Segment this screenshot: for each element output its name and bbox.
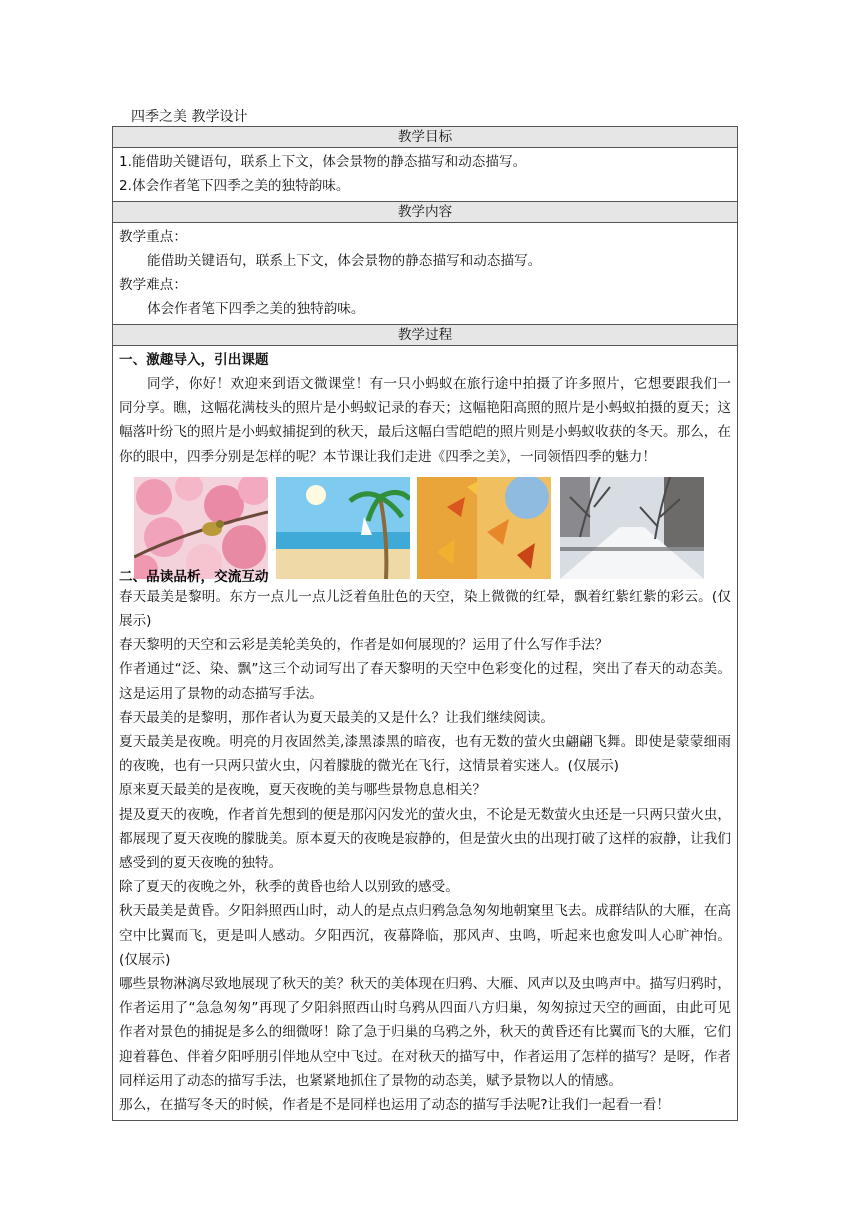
document-title: 四季之美 教学设计	[131, 109, 248, 125]
paragraph: 夏天最美是夜晚。明亮的月夜固然美,漆黑漆黑的暗夜，也有无数的萤火虫翩翩飞舞。即使是蒙蒙细雨的夜晚，也有一只两只萤火虫，闪着朦胧的微光在飞行，这情景着实迷人。(仅展示)	[119, 734, 731, 775]
goals-cell	[113, 148, 738, 202]
spring-blossom-photo	[134, 477, 268, 579]
goals-header: 教学目标	[113, 127, 738, 148]
difficulty-text: 体会作者笔下四季之美的独特韵味。	[147, 301, 365, 317]
content-header: 教学内容	[113, 202, 738, 223]
paragraph: 春天最美的是黎明，那作者认为夏天最美的又是什么？让我们继续阅读。	[119, 709, 554, 726]
paragraph: 原来夏天最美的是夜晚，夏天夜晚的美与哪些景物息息相关？	[119, 782, 487, 799]
content-cell	[113, 223, 738, 325]
paragraph: 除了夏天的夜晚之外，秋季的黄昏也给人以别致的感受。	[119, 879, 459, 896]
difficulty-label: 教学难点：	[119, 277, 187, 293]
season-photos	[119, 471, 731, 579]
section-2-title: 二、品读品析，交流互动	[119, 568, 269, 585]
paragraph: 春天黎明的天空和云彩是美轮美奂的，作者是如何展现的？运用了什么写作手法？	[119, 637, 609, 654]
paragraph: 作者通过“泛、染、飘”这三个动词写出了春天黎明的天空中色彩变化的过程，突出了春天的动态美。这是运用了景物的动态描写手法。	[119, 661, 731, 702]
lesson-plan-table	[112, 126, 738, 1121]
paragraph: 那么，在描写冬天的时候，作者是不是同样也运用了动态的描写手法呢?让我们一起看一看！	[119, 1097, 670, 1114]
paragraph: 提及夏天的夜晚，作者首先想到的便是那闪闪发光的萤火虫，不论是无数萤火虫还是一只两只萤火虫，都展现了夏天夜晚的朦胧美。原本夏天的夜晚是寂静的，但是萤火虫的出现打破了这样的寂静，让我们感受到的夏天夜晚的独特。	[119, 806, 731, 872]
goal-item: 1.能借助关键语句，联系上下文，体会景物的静态描写和动态描写。	[119, 154, 527, 170]
process-header: 教学过程	[113, 325, 738, 346]
process-cell	[113, 346, 738, 1121]
key-point-label: 教学重点：	[119, 229, 187, 245]
section-1-title: 一、激趣导入，引出课题	[119, 352, 269, 368]
paragraph: 春天最美是黎明。东方一点儿一点儿泛着鱼肚色的天空，染上微微的红晕，飘着红紫红紫的彩云。(仅展示)	[119, 588, 731, 630]
goal-item: 2.体会作者笔下四季之美的独特韵味。	[119, 178, 350, 194]
paragraph: 哪些景物淋漓尽致地展现了秋天的美？秋天的美体现在归鸦、大雁、风声以及虫鸣声中。描写归鸦时，作者运用了“急急匆匆”再现了夕阳斜照西山时乌鸦从四面八方归巢，匆匆掠过天空的画面，由此可见作者对景色的捕捉是多么的细微呀！除了急于归巢的乌鸦之外，秋天的黄昏还有比翼而飞的大雁，它们迎着暮色、伴着夕阳呼朋引伴地从空中飞过。在对秋天的描写中，作者运用了怎样的描写？是呀，作者同样运用了动态的描写手法，也紧紧地抓住了景物的动态美，赋予景物以人的情感。	[119, 976, 731, 1089]
paragraph: 秋天最美是黄昏。夕阳斜照西山时，动人的是点点归鸦急急匆匆地朝窠里飞去。成群结队的大雁，在高空中比翼而飞，更是叫人感动。夕阳西沉，夜幕降临，那风声、虫鸣，听起来也愈发叫人心旷神怡。(仅展示)	[119, 903, 731, 968]
summer-beach-photo	[276, 477, 410, 579]
intro-paragraph: 同学，你好！欢迎来到语文微课堂！有一只小蚂蚁在旅行途中拍摄了许多照片，它想要跟我们一同分享。瞧，这幅花满枝头的照片是小蚂蚁记录的春天；这幅艳阳高照的照片是小蚂蚁拍摄的夏天；这幅落叶纷飞的照片是小蚂蚁捕捉到的秋天，最后这幅白雪皑皑的照片则是小蚂蚁收获的冬天。那么，在你的眼中，四季分别是怎样的呢？本节课让我们走进《四季之美》，一同领悟四季的魅力！	[119, 376, 731, 465]
key-point-text: 能借助关键语句，联系上下文，体会景物的静态描写和动态描写。	[147, 253, 542, 269]
winter-snow-photo	[560, 477, 704, 579]
autumn-leaves-photo	[417, 477, 551, 579]
